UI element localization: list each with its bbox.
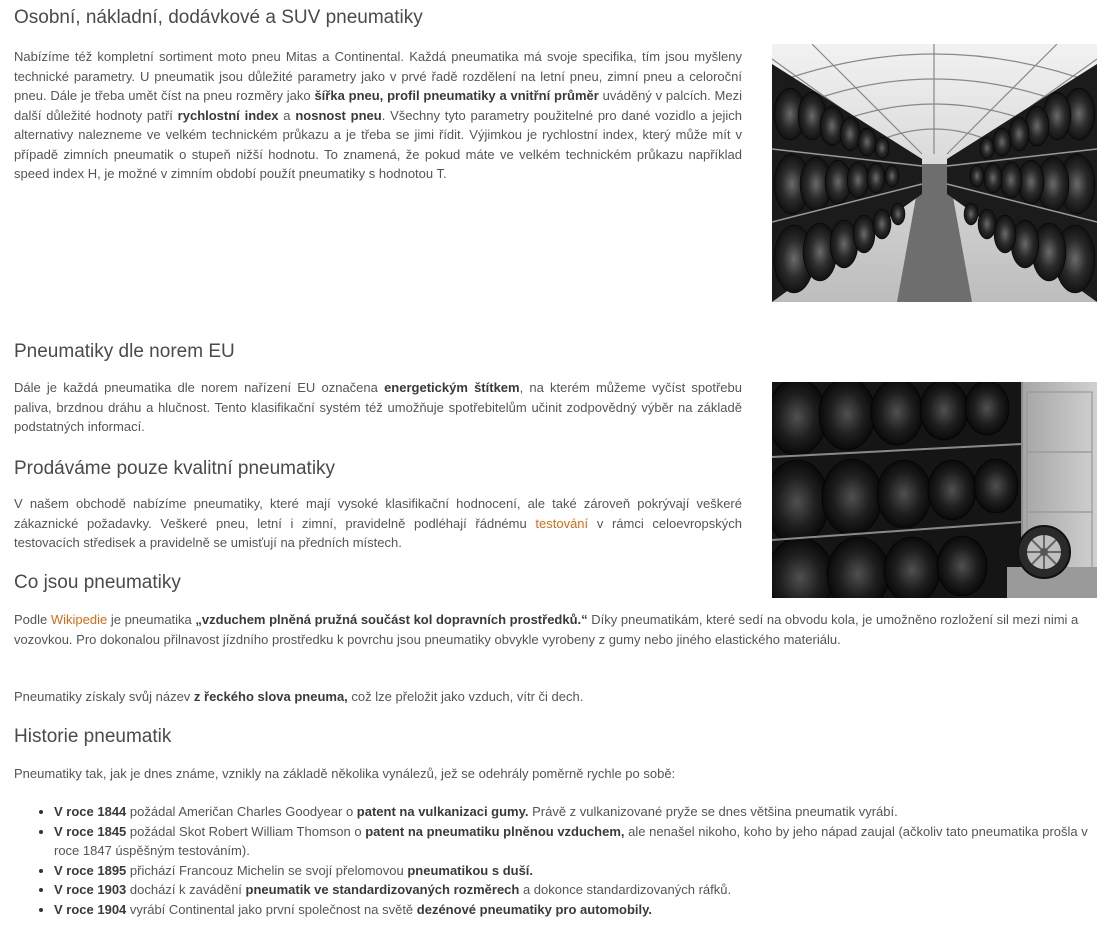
text-fragment: Pneumatiky získaly svůj název — [14, 689, 194, 704]
bold-text: dezénové pneumatiky pro automobily. — [416, 901, 653, 917]
bold-text: pneumatik ve standardizovaných rozměrech — [245, 882, 520, 897]
section-title-eu-norms: Pneumatiky dle norem EU — [14, 341, 235, 362]
history-list — [14, 802, 1094, 919]
testing-link[interactable]: testování — [535, 515, 589, 531]
section-title-quality: Prodáváme pouze kvalitní pneumatiky — [14, 458, 336, 479]
what-are-tyres-paragraph — [14, 610, 1094, 649]
bold-text: patent na pneumatiku plněnou vzduchem, — [365, 823, 625, 839]
text-fragment: V našem obchodě nabízíme pneumatiky, které mají vysoké klasifikační hodnocení, ale také zároveň pokrývají veškeré zákaznické požadavky. Veškeré pneu, letní i zimní, pravidelně podléhají řádnému — [14, 496, 742, 531]
text-fragment: vyrábí Continental jako první společnost na světě — [126, 901, 417, 917]
text-fragment: je pneumatika — [107, 612, 196, 627]
list-item — [54, 900, 1094, 920]
text-fragment: požádal Skot Robert William Thomson o — [126, 823, 366, 839]
eu-norms-paragraph — [14, 378, 742, 437]
bold-text: energetickým štítkem — [384, 380, 520, 395]
list-item — [54, 822, 1094, 861]
text-fragment: a — [278, 107, 296, 123]
history-year: V roce 1895 — [54, 862, 127, 878]
tyre-warehouse-photo — [772, 44, 1097, 302]
quality-paragraph — [14, 494, 742, 553]
text-fragment: Právě z vulkanizované pryže se dnes většina pneumatik vyrábí. — [528, 804, 898, 819]
history-year: V roce 1844 — [54, 804, 127, 819]
history-year: V roce 1845 — [54, 823, 127, 839]
bold-text: rychlostní index — [177, 107, 279, 123]
section-title-what-are-tyres: Co jsou pneumatiky — [14, 572, 181, 593]
text-fragment: uváděný v palcích. Mezi další důležité hodnoty patří — [14, 88, 742, 123]
history-year: V roce 1903 — [54, 882, 127, 897]
text-fragment: Díky pneumatikám, které sedí na obvodu kola, je umožněno rozložení sil mezi nimi a vozovkou. Pro dokonalou přilnavost jízdního prostředku k povrchu jsou pneumatiky obvykle vyrobeny z gumy nebo jiného elastického materiálu. — [14, 612, 1079, 647]
text-fragment: . Všechny tyto parametry použitelné pro dané vozidlo a jejich alternativy nalezneme ve velkém technickém průkazu a je třeba se jimi řídit. Výjimkou je rychlostní index, který může mít v případě zimních pneumatik o stupeň nižší hodnotu. To znamená, že pokud máte ve velkém technickém průkazu například speed index H, je možné v zimním období použít pneumatiky s hodnotou T. — [14, 107, 742, 181]
history-year: V roce 1904 — [54, 901, 127, 917]
bold-text: šířka pneu, profil pneumatiky a vnitřní průměr — [314, 88, 599, 103]
history-intro: Pneumatiky tak, jak je dnes známe, vznikly na základě několika vynálezů, jež se odehrály poměrně rychle po sobě: — [14, 766, 676, 781]
text-fragment: Nabízíme též kompletní sortiment moto pneu Mitas a Continental. Každá pneumatika má svoje specifika, tím jsou myšleny technické parametry. U pneumatik jsou důležité parametry jako v prvé řadě rozdělení na letní pneu, zimní pneu a celoroční pneu. Dále je třeba umět číst na pneu rozměry jako — [14, 49, 742, 103]
name-origin-paragraph — [14, 687, 1094, 707]
bold-text: pneumatikou s duší. — [407, 862, 534, 878]
text-fragment: , na kterém můžeme vyčíst spotřebu paliva, brzdnou dráhu a hlučnost. Tento klasifikační systém též umožňuje spotřebitelům učinit zodpovědný výběr na základě podstatných informací. — [14, 380, 742, 434]
text-fragment: ale nenašel nikoho, koho by jeho nápad zaujal (ačkoliv tato pneumatika prošla v roce 1847 úspěšným testováním). — [54, 823, 1088, 858]
bold-text: patent na vulkanizaci gumy. — [356, 804, 529, 819]
bold-text: z řeckého slova pneuma, — [193, 689, 348, 704]
text-fragment: požádal Američan Charles Goodyear o — [126, 804, 357, 819]
text-fragment: což lze přeložit jako vzduch, vítr či dech. — [347, 689, 584, 704]
tyre-shelf-photo — [772, 382, 1097, 598]
text-fragment: dochází k zavádění — [126, 882, 246, 897]
bold-quote: „vzduchem plněná pružná součást kol dopravních prostředků.“ — [195, 612, 588, 627]
wikipedia-link[interactable]: Wikipedie — [50, 612, 108, 627]
section-title-tyre-types: Osobní, nákladní, dodávkové a SUV pneumatiky — [14, 7, 423, 28]
text-fragment: a dokonce standardizovaných ráfků. — [519, 882, 732, 897]
text-fragment: v rámci celoevropských testovacích středisek a pravidelně se umisťují na předních místech. — [14, 515, 743, 550]
text-fragment: přichází Francouz Michelin se svojí přelomovou — [126, 862, 408, 878]
bold-text: nosnost pneu — [295, 107, 382, 123]
text-fragment: Dále je každá pneumatika dle norem nařízení EU označena — [14, 380, 385, 395]
section-title-history: Historie pneumatik — [14, 726, 172, 747]
list-item — [54, 861, 1094, 881]
tyre-types-paragraph — [14, 47, 742, 184]
text-fragment: Podle — [14, 612, 51, 627]
list-item — [54, 880, 1094, 900]
list-item — [54, 802, 1094, 822]
